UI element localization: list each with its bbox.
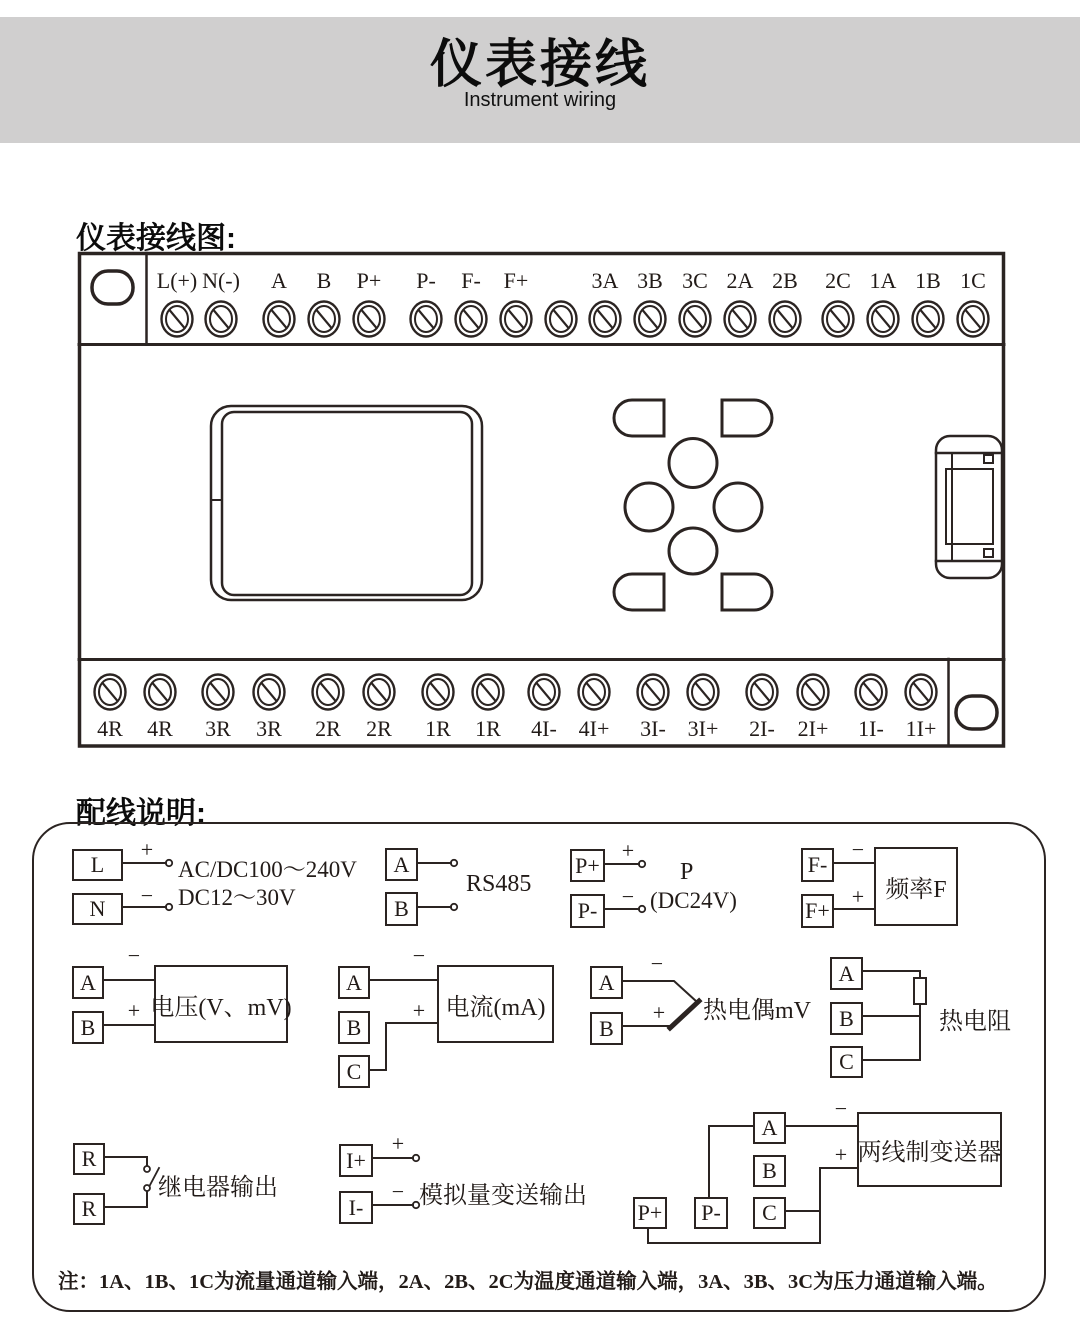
terminal-label: L(+) — [156, 268, 198, 293]
voltage-terminal-b: B — [72, 1011, 104, 1044]
power-terminal-l: L — [72, 849, 123, 881]
pressure-terminal-p-plus: P+ — [570, 849, 605, 882]
terminal-label: 1B — [915, 268, 941, 293]
frequency-device-box: 频率F — [874, 847, 958, 926]
voltage-plus-sign: + — [127, 998, 141, 1023]
diagram-section-heading: 仪表接线图: — [76, 221, 236, 255]
terminal-screw — [958, 302, 989, 337]
terminal-label: 4R — [97, 716, 123, 741]
current-terminal-c: C — [338, 1055, 370, 1088]
pressure-spec-label: (DC24V) — [650, 888, 737, 913]
power-minus-sign: − — [140, 883, 154, 908]
transmitter-plus-sign: + — [834, 1142, 848, 1167]
power-terminal-n: N — [72, 893, 123, 925]
pressure-plus-sign: + — [621, 838, 635, 863]
terminal-label: 2B — [772, 268, 798, 293]
key-up — [669, 439, 717, 488]
terminal-label: F+ — [503, 268, 529, 293]
terminal-label: 1I+ — [905, 716, 937, 741]
page-title: 仪表接线 — [429, 36, 650, 94]
terminal-label: 3I- — [640, 716, 666, 741]
terminal-screw — [162, 302, 193, 337]
terminal-screw — [770, 302, 801, 337]
terminal-label: 2A — [726, 268, 754, 293]
wiring-section-heading: 配线说明: — [76, 796, 206, 830]
terminal-label: 4R — [147, 716, 173, 741]
terminal-label: F- — [461, 268, 481, 293]
terminal-screw — [579, 675, 610, 710]
relay-terminal-r2: R — [73, 1193, 105, 1225]
pressure-name-label: P — [680, 859, 694, 885]
terminal-screw — [913, 302, 944, 337]
transmitter-terminal-c: C — [753, 1197, 786, 1229]
terminal-label: 3R — [256, 716, 282, 741]
terminal-screw — [411, 302, 442, 337]
terminal-screw — [423, 675, 454, 710]
key-left — [625, 483, 673, 531]
terminal-screw — [95, 675, 126, 710]
device-display — [211, 406, 482, 600]
terminal-label: 1A — [869, 268, 897, 293]
terminal-screw — [680, 302, 711, 337]
thermocouple-terminal-b: B — [590, 1012, 623, 1045]
analog-terminal-i-minus: I- — [339, 1191, 373, 1224]
terminal-screw — [798, 675, 829, 710]
terminal-label: 2I- — [749, 716, 775, 741]
power-plus-sign: + — [140, 837, 154, 862]
terminal-label: 1R — [425, 716, 451, 741]
pressure-terminal-p-minus: P- — [570, 894, 605, 928]
key-bottom-left — [614, 574, 664, 610]
analog-terminal-i-plus: I+ — [339, 1144, 373, 1177]
current-terminal-b: B — [338, 1011, 370, 1044]
frequency-plus-sign: + — [851, 884, 865, 909]
transmitter-device-box: 两线制变送器 — [857, 1112, 1002, 1187]
mount-slot-top-left — [92, 271, 133, 304]
key-bottom-right — [722, 574, 772, 610]
rs485-terminal-a: A — [385, 848, 418, 881]
relay-label: 继电器输出 — [158, 1175, 278, 1201]
terminal-label: P+ — [356, 268, 382, 293]
terminal-screw — [688, 675, 719, 710]
power-spec-line1: AC/DC100～240V — [178, 857, 357, 882]
rs485-terminal-b: B — [385, 892, 418, 926]
terminal-label: N(-) — [202, 268, 240, 293]
thermocouple-plus-sign: + — [652, 1000, 666, 1025]
device-keypad — [614, 400, 772, 610]
terminal-label: 3A — [591, 268, 619, 293]
terminal-screw — [638, 675, 669, 710]
terminal-label: 3C — [682, 268, 708, 293]
terminal-screw — [823, 302, 854, 337]
key-top-right — [722, 400, 772, 436]
page-subtitle: Instrument wiring — [463, 88, 617, 111]
terminal-label: 2I+ — [797, 716, 829, 741]
device-side-connector — [936, 436, 1002, 578]
transmitter-terminal-b: B — [753, 1155, 786, 1187]
terminal-screw — [473, 675, 504, 710]
terminal-label: P- — [416, 268, 436, 293]
frequency-terminal-f-minus: F- — [801, 848, 834, 882]
terminal-screw — [546, 302, 577, 337]
terminal-label: A — [271, 268, 287, 293]
terminal-label: 1I- — [858, 716, 884, 741]
analog-output-label: 模拟量变送输出 — [419, 1183, 587, 1209]
transmitter-terminal-p-plus: P+ — [633, 1197, 667, 1229]
voltage-minus-sign: − — [127, 943, 141, 968]
frequency-minus-sign: − — [851, 837, 865, 862]
terminal-screw — [354, 302, 385, 337]
terminal-screw — [906, 675, 937, 710]
pressure-minus-sign: − — [621, 884, 635, 909]
rtd-terminal-b: B — [830, 1002, 863, 1035]
power-spec-line2: DC12～30V — [178, 885, 296, 910]
top-terminal-screws — [162, 302, 989, 337]
terminal-screw — [456, 302, 487, 337]
current-terminal-a: A — [338, 966, 370, 999]
terminal-label: 1C — [960, 268, 986, 293]
terminal-label: 4I+ — [578, 716, 610, 741]
current-plus-sign: + — [412, 998, 426, 1023]
terminal-screw — [635, 302, 666, 337]
analog-minus-sign: − — [391, 1179, 405, 1204]
wiring-note: 注：1A、1B、1C为流量通道输入端，2A、2B、2C为温度通道输入端，3A、3B、3C为压力通道输入端。 — [58, 1271, 998, 1293]
terminal-label: 3B — [637, 268, 663, 293]
terminal-label: 3I+ — [687, 716, 719, 741]
transmitter-terminal-a: A — [753, 1112, 786, 1144]
terminal-screw — [868, 302, 899, 337]
current-minus-sign: − — [412, 943, 426, 968]
bottom-terminal-screws — [95, 675, 937, 710]
voltage-terminal-a: A — [72, 966, 104, 999]
transmitter-minus-sign: − — [834, 1096, 848, 1121]
terminal-screw — [206, 302, 237, 337]
key-top-left — [614, 400, 664, 436]
terminal-screw — [856, 675, 887, 710]
terminal-label: 2R — [315, 716, 341, 741]
terminal-label: 4I- — [531, 716, 557, 741]
terminal-screw — [590, 302, 621, 337]
mount-slot-bottom-right — [956, 696, 997, 729]
terminal-label: 2R — [366, 716, 392, 741]
thermocouple-minus-sign: − — [650, 951, 664, 976]
terminal-screw — [747, 675, 778, 710]
relay-terminal-r1: R — [73, 1143, 105, 1175]
rtd-terminal-c: C — [830, 1046, 863, 1078]
transmitter-terminal-p-minus: P- — [694, 1197, 728, 1229]
current-device-box: 电流(mA) — [437, 965, 554, 1043]
key-right — [714, 483, 762, 531]
terminal-screw — [313, 675, 344, 710]
terminal-screw — [725, 302, 756, 337]
terminal-screw — [264, 302, 295, 337]
rtd-label: 热电阻 — [939, 1009, 1011, 1035]
terminal-screw — [364, 675, 395, 710]
rs485-label: RS485 — [466, 871, 532, 897]
terminal-screw — [254, 675, 285, 710]
terminal-screw — [203, 675, 234, 710]
terminal-screw — [309, 302, 340, 337]
terminal-screw — [145, 675, 176, 710]
thermocouple-terminal-a: A — [590, 966, 623, 999]
terminal-label: 1R — [475, 716, 501, 741]
terminal-label: B — [316, 268, 332, 293]
terminal-screw — [501, 302, 532, 337]
rtd-terminal-a: A — [830, 957, 863, 990]
frequency-terminal-f-plus: F+ — [801, 894, 834, 928]
terminal-label: 3R — [205, 716, 231, 741]
terminal-label: 2C — [825, 268, 851, 293]
key-down — [669, 528, 717, 574]
thermocouple-label: 热电偶mV — [703, 998, 811, 1024]
analog-plus-sign: + — [391, 1131, 405, 1156]
voltage-device-box: 电压(V、mV) — [154, 965, 288, 1043]
terminal-screw — [529, 675, 560, 710]
